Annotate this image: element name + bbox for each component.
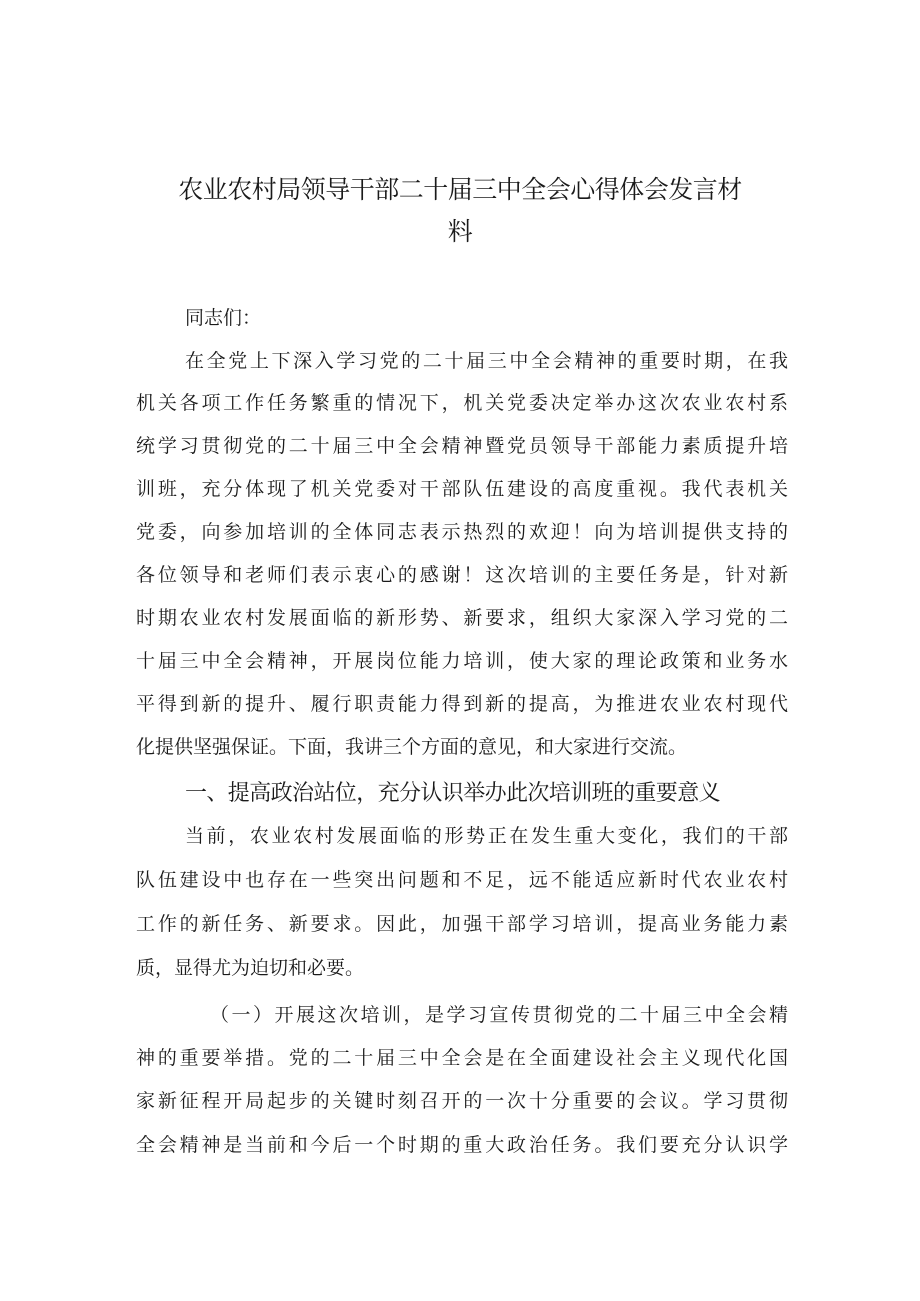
- paragraph-line: 党委，向参加培训的全体同志表示热烈的欢迎！向为培训提供支持的: [136, 521, 788, 543]
- paragraph-line: 各位领导和老师们表示衷心的感谢！这次培训的主要任务是，针对新: [136, 564, 788, 586]
- paragraph-line: 工作的新任务、新要求。因此，加强干部学习培训，提高业务能力素: [136, 913, 788, 935]
- paragraph-line: 化提供坚强保证。下面，我讲三个方面的意见，和大家进行交流。: [136, 736, 688, 758]
- paragraph-line: 训班，充分体现了机关党委对干部队伍建设的高度重视。我代表机关: [136, 478, 788, 500]
- document-title-line-1: 农业农村局领导干部二十届三中全会心得体会发言材: [178, 175, 742, 204]
- paragraph-line: 神的重要举措。党的二十届三中全会是在全面建设社会主义现代化国: [136, 1047, 788, 1069]
- paragraph-line: 质，显得尤为迫切和必要。: [136, 957, 365, 979]
- paragraph-line: （一）开展这次培训，是学习宣传贯彻党的二十届三中全会精: [210, 1004, 788, 1026]
- paragraph-line: 时期农业农村发展面临的新形势、新要求，组织大家深入学习党的二: [136, 607, 788, 629]
- section-heading-1: 一、提高政治站位，充分认识举办此次培训班的重要意义: [185, 781, 721, 806]
- paragraph-line: 队伍建设中也存在一些突出问题和不足，远不能适应新时代农业农村: [136, 869, 788, 891]
- paragraph-line: 十届三中全会精神，开展岗位能力培训，使大家的理论政策和业务水: [136, 650, 788, 672]
- paragraph-line: 机关各项工作任务繁重的情况下，机关党委决定举办这次农业农村系: [136, 392, 788, 414]
- paragraph-line: 全会精神是当前和今后一个时期的重大政治任务。我们要充分认识学: [136, 1134, 788, 1156]
- document-title-line-2: 料: [447, 217, 473, 246]
- paragraph-line: 家新征程开局起步的关键时刻召开的一次十分重要的会议。学习贯彻: [136, 1090, 788, 1112]
- paragraph-line: 统学习贯彻党的二十届三中全会精神暨党员领导干部能力素质提升培: [136, 435, 788, 457]
- paragraph-line: 当前，农业农村发展面临的形势正在发生重大变化，我们的干部: [185, 825, 788, 847]
- paragraph-line: 平得到新的提升、履行职责能力得到新的提高，为推进农业农村现代: [136, 693, 788, 715]
- salutation: 同志们：: [185, 307, 262, 329]
- paragraph-line: 在全党上下深入学习党的二十届三中全会精神的重要时期，在我: [185, 350, 788, 372]
